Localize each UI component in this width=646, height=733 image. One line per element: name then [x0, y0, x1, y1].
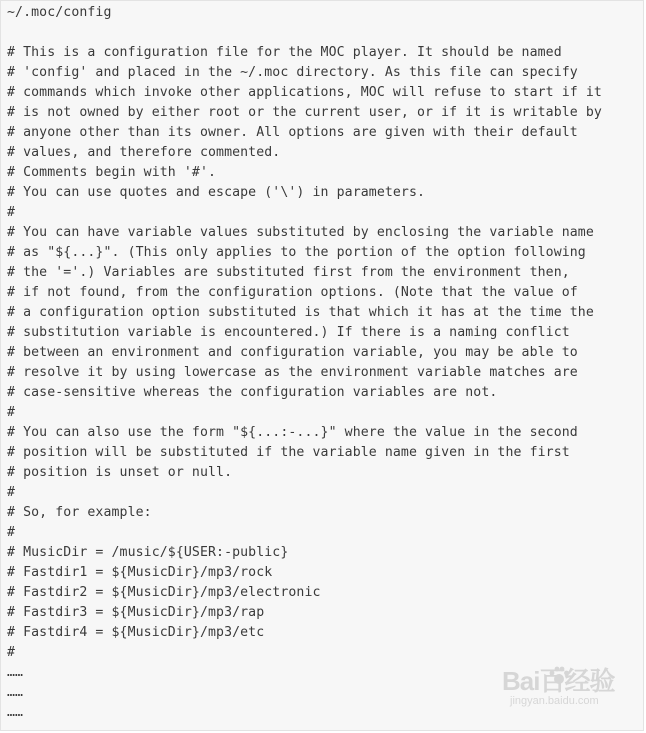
code-line: # substitution variable is encountered.) If there is a naming conflict: [7, 325, 570, 340]
watermark-logo-text: Bai百经验: [502, 666, 615, 696]
code-line: #: [7, 405, 16, 420]
code-line: # case-sensitive whereas the configuration variables are not.: [7, 385, 498, 400]
code-line: # the '='.) Variables are substituted first from the environment then,: [7, 265, 570, 280]
code-line: # Fastdir2 = ${MusicDir}/mp3/electronic: [7, 585, 321, 600]
code-line: # if not found, from the configuration options. (Note that the value of: [7, 285, 578, 300]
file-path-heading: ~/.moc/config: [7, 5, 112, 20]
code-line: #: [7, 485, 16, 500]
code-line: ……: [7, 705, 24, 720]
config-file-text: [7, 3, 602, 723]
code-line: ……: [7, 665, 24, 680]
code-line: # 'config' and placed in the ~/.moc directory. As this file can specify: [7, 65, 578, 80]
code-line: # Comments begin with '#'.: [7, 165, 217, 180]
code-line: # Fastdir4 = ${MusicDir}/mp3/etc: [7, 625, 265, 640]
watermark-url-text: jingyan.baidu.com: [510, 695, 599, 707]
code-line: # Fastdir1 = ${MusicDir}/mp3/rock: [7, 565, 273, 580]
code-line: # This is a configuration file for the MOC player. It should be named: [7, 45, 562, 60]
code-line: # You can also use the form "${...:-...}" where the value in the second: [7, 425, 578, 440]
code-line: # You can use quotes and escape ('\') in parameters.: [7, 185, 426, 200]
code-line: # as "${...}". (This only applies to the portion of the option following: [7, 245, 586, 260]
code-line: # Fastdir3 = ${MusicDir}/mp3/rap: [7, 605, 265, 620]
code-line: #: [7, 645, 16, 660]
code-line: # commands which invoke other applications, MOC will refuse to start if it: [7, 85, 602, 100]
code-line: # between an environment and configuration variable, you may be able to: [7, 345, 578, 360]
code-line: # position will be substituted if the variable name given in the first: [7, 445, 570, 460]
code-line: # anyone other than its owner. All options are given with their default: [7, 125, 578, 140]
code-line: # position is unset or null.: [7, 465, 233, 480]
code-line: # resolve it by using lowercase as the environment variable matches are: [7, 365, 578, 380]
code-line: # is not owned by either root or the current user, or if it is writable by: [7, 105, 602, 120]
code-line: # MusicDir = /music/${USER:-public}: [7, 545, 289, 560]
code-line: # So, for example:: [7, 505, 152, 520]
code-line: # You can have variable values substituted by enclosing the variable name: [7, 225, 594, 240]
code-line: #: [7, 205, 16, 220]
code-line: # a configuration option substituted is that which it has at the time the: [7, 305, 594, 320]
code-line: # values, and therefore commented.: [7, 145, 281, 160]
code-line: ……: [7, 685, 24, 700]
code-line: #: [7, 525, 16, 540]
code-line: [7, 23, 602, 43]
